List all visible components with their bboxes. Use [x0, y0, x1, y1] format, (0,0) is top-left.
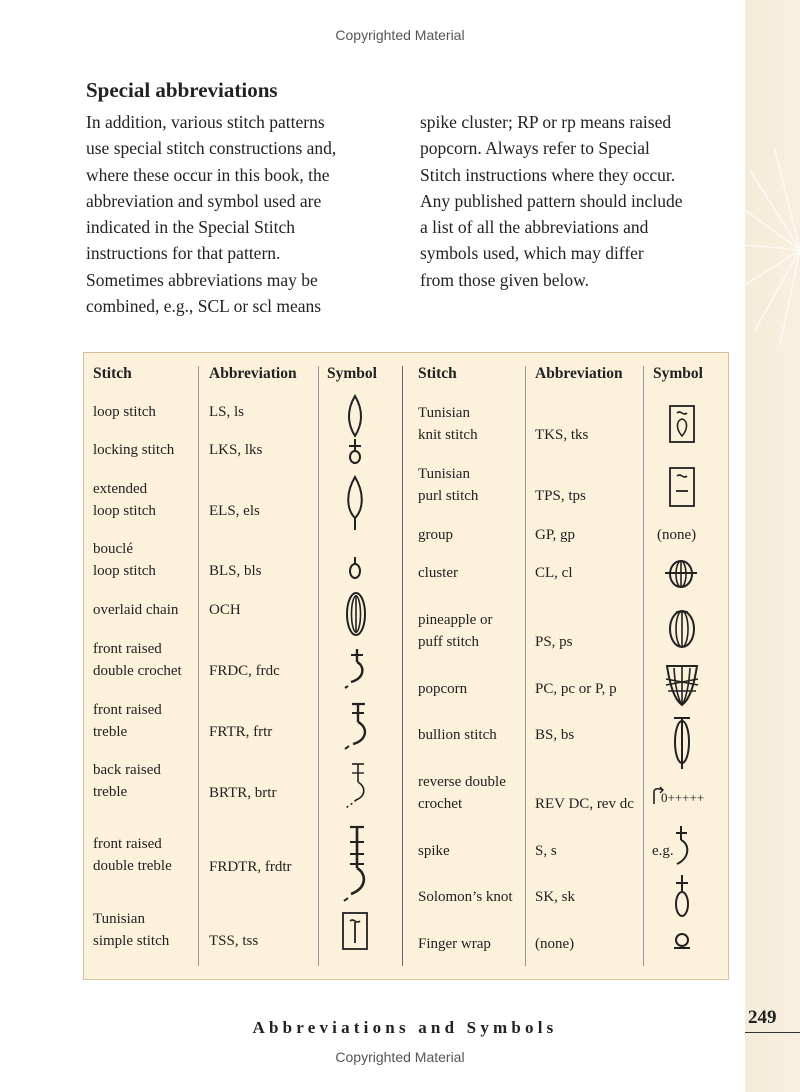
abbreviation: TPS, tps — [535, 488, 586, 504]
overlaid-chain-icon — [343, 590, 369, 638]
stitch-name: overlaid chain — [93, 602, 179, 618]
stitch-name: back raised treble — [93, 762, 161, 800]
bullion-stitch-icon — [669, 713, 695, 771]
header-symbol-right: Symbol — [653, 365, 703, 382]
abbreviation: ELS, els — [209, 503, 260, 519]
stitch-name: bullion stitch — [418, 727, 497, 743]
abbreviation: CL, cl — [535, 565, 573, 581]
stitch-name: Tunisian knit stitch — [418, 405, 478, 443]
stitch-name: front raised double treble — [93, 836, 172, 874]
copyright-notice-bottom: Copyrighted Material — [335, 1049, 465, 1065]
stitch-name: Tunisian purl stitch — [418, 466, 479, 504]
abbreviation: BS, bs — [535, 727, 575, 743]
abbreviation: PC, pc or P, p — [535, 681, 617, 697]
header-abbreviation-right: Abbreviation — [535, 365, 623, 382]
stitch-name: front raised double crochet — [93, 641, 182, 679]
stitch-name: reverse double crochet — [418, 774, 506, 812]
abbreviation: TKS, tks — [535, 427, 589, 443]
boucle-loop-stitch-icon — [344, 556, 366, 580]
tunisian-knit-stitch-icon — [667, 404, 697, 444]
abbreviation: FRDTR, frdtr — [209, 859, 292, 875]
table-center-divider — [402, 366, 403, 966]
stitch-name: cluster — [418, 565, 458, 581]
stitch-name: Tunisian simple stitch — [93, 911, 170, 949]
abbreviation: LS, ls — [209, 404, 245, 420]
header-stitch-right: Stitch — [418, 365, 457, 382]
extended-loop-stitch-icon — [340, 474, 370, 532]
abbreviation: PS, ps — [535, 634, 573, 650]
tunisian-purl-stitch-icon — [667, 466, 697, 508]
abbreviation: SK, sk — [535, 889, 576, 905]
spike-eg-label: e.g. — [652, 843, 674, 859]
spike-icon — [673, 824, 695, 870]
section-heading: Special abbreviations — [86, 78, 278, 102]
header-symbol-left: Symbol — [327, 365, 377, 382]
puff-stitch-icon — [666, 606, 698, 650]
stitch-name: pineapple or puff stitch — [418, 612, 493, 650]
stitch-name: loop stitch — [93, 404, 156, 420]
stitch-name: popcorn — [418, 681, 468, 697]
stitch-name: group — [418, 527, 453, 543]
abbreviation: FRTR, frtr — [209, 724, 273, 740]
cluster-icon — [662, 556, 700, 592]
table-column-rule — [318, 366, 319, 966]
page-number: 249 — [748, 1007, 777, 1028]
stitch-name: Finger wrap — [418, 936, 491, 952]
finger-wrap-icon — [670, 932, 694, 952]
header-stitch-left: Stitch — [93, 365, 132, 382]
abbreviation: TSS, tss — [209, 933, 259, 949]
stitch-name: extended loop stitch — [93, 481, 156, 519]
table-column-rule — [198, 366, 199, 966]
abbreviation: BLS, bls — [209, 563, 262, 579]
sunburst-decoration — [745, 0, 800, 1092]
copyright-notice-top: Copyrighted Material — [335, 27, 465, 43]
stitch-name: Solomon’s knot — [418, 889, 513, 905]
stitch-name: bouclé loop stitch — [93, 541, 156, 579]
front-raised-treble-icon — [338, 700, 372, 752]
locking-stitch-icon — [342, 438, 368, 466]
loop-stitch-icon — [340, 393, 370, 441]
no-symbol-text: (none) — [657, 527, 697, 543]
front-raised-double-crochet-icon — [340, 646, 370, 690]
tunisian-simple-stitch-icon — [340, 911, 370, 951]
solomons-knot-icon — [670, 873, 694, 919]
page-number-rule — [745, 1032, 800, 1033]
abbreviation: BRTR, brtr — [209, 785, 277, 801]
table-column-rule — [643, 366, 644, 966]
stitch-name: spike — [418, 843, 450, 859]
abbreviation: FRDC, frdc — [209, 663, 280, 679]
abbreviation: S, s — [535, 843, 557, 859]
stitch-name: front raised treble — [93, 702, 162, 740]
decorative-sidebar — [745, 0, 800, 1092]
table-column-rule — [525, 366, 526, 966]
reverse-double-crochet-chain: 0+++++ — [661, 790, 705, 805]
front-raised-double-treble-icon — [337, 822, 373, 904]
abbreviation: REV DC, rev dc — [535, 796, 634, 812]
back-raised-treble-icon — [338, 760, 372, 812]
popcorn-icon — [662, 659, 702, 709]
intro-text-right: spike cluster; RP or rp means raised popcorn. Always refer to Special Stitch instructions where they occur. Any published pattern should include a list of all the abbreviations and symbols used, which may differ from those given below. — [420, 112, 683, 290]
abbreviation: GP, gp — [535, 527, 576, 543]
header-abbreviation-left: Abbreviation — [209, 365, 297, 382]
stitch-name: locking stitch — [93, 442, 175, 458]
abbreviation: OCH — [209, 602, 241, 618]
abbreviation: (none) — [535, 936, 575, 952]
intro-text-left: In addition, various stitch patterns use special stitch constructions and, where these occur in this book, the abbreviation and symbol used are indicated in the Special Stitch instructions for that pattern. Sometimes abbreviations may be combined, e.g., SCL or scl means — [86, 112, 337, 317]
running-footer-title: Abbreviations and Symbols — [252, 1018, 558, 1037]
abbreviation: LKS, lks — [209, 442, 263, 458]
